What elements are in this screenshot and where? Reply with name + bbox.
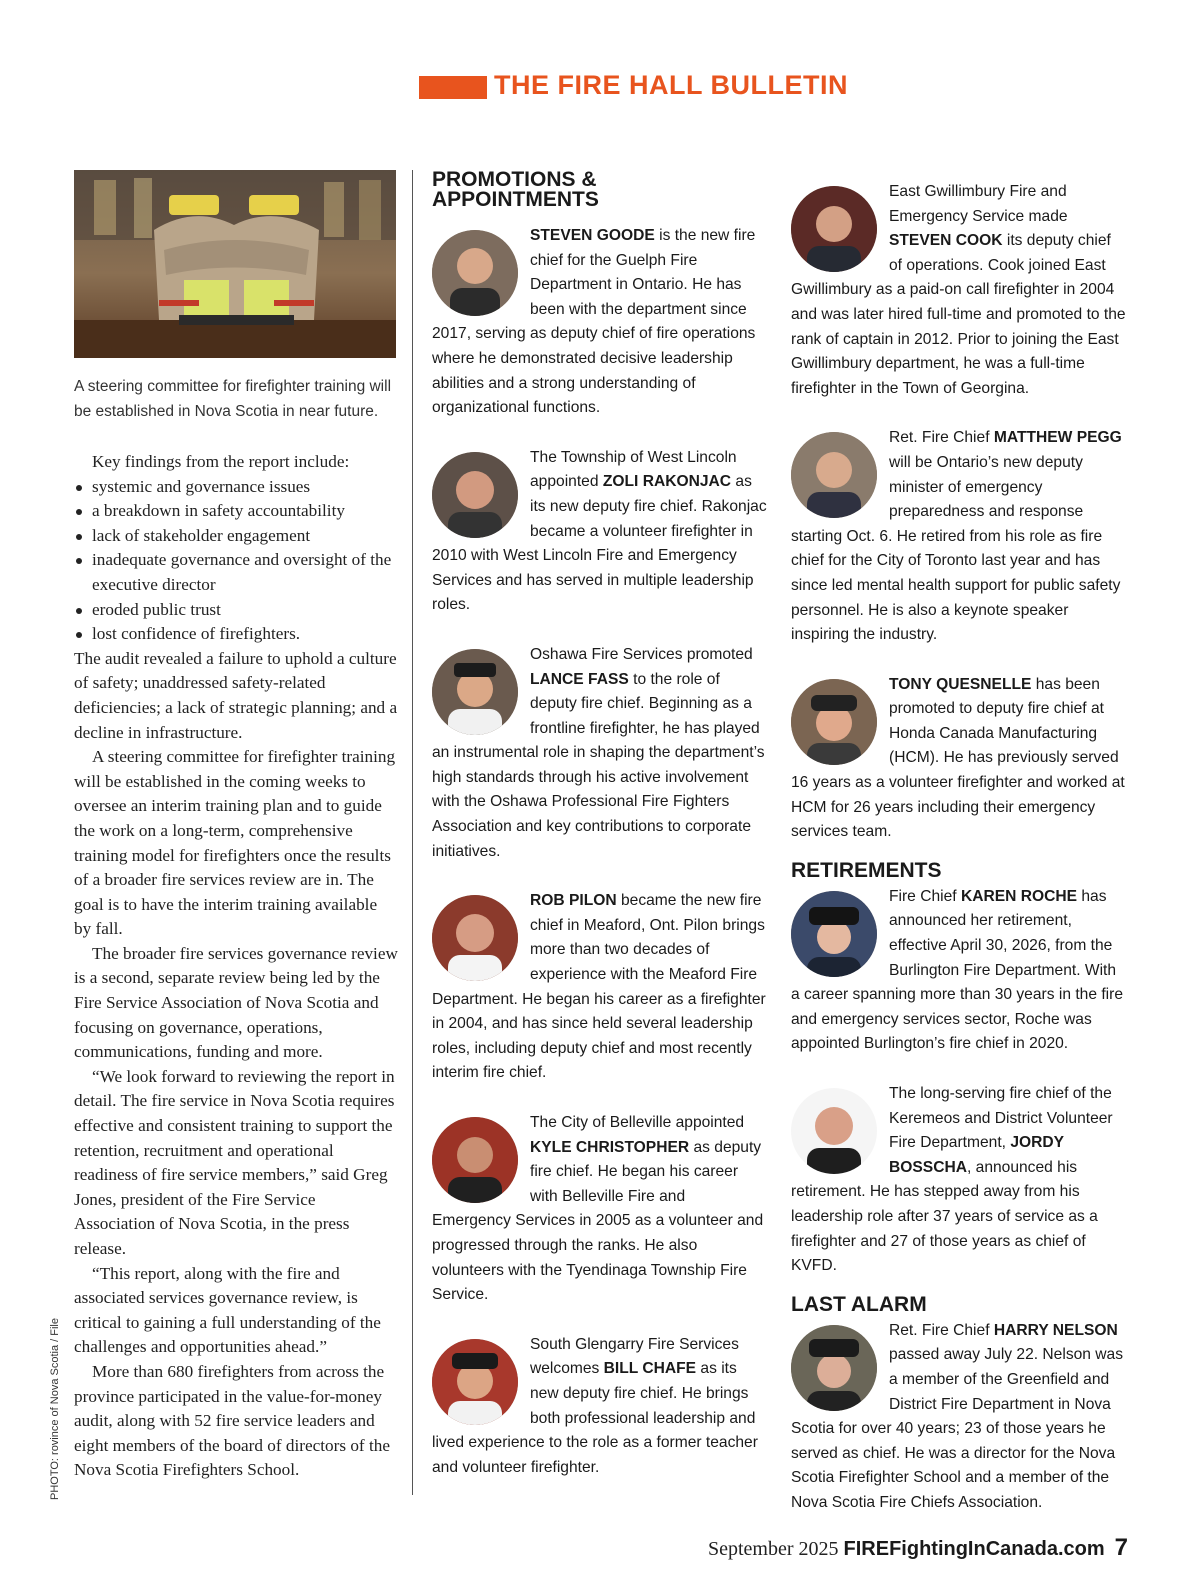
entry-text: became the new fire chief in Meaford, Ont. Pilon brings more than two decades of experience with the Meaford Fire Department. He began his career as a firefighter in 2004, and has since held several leadership roles, including deputy chief and most recently interim fire chief.	[432, 892, 766, 1082]
portrait-photo	[432, 1117, 518, 1203]
person-name: KAREN ROCHE	[960, 887, 1078, 905]
entry-lead-text: The City of Belleville appointed	[530, 1114, 745, 1131]
header-accent-bar	[419, 76, 487, 99]
portrait-photo	[791, 891, 877, 977]
promotion-entry	[432, 1111, 768, 1308]
person-name: TONY QUESNELLE	[889, 675, 1032, 693]
retirement-entry	[791, 885, 1127, 1057]
person-name: LANCE FASS	[530, 670, 629, 688]
promotion-entry	[432, 889, 768, 1086]
promotion-entry	[432, 643, 768, 864]
body-paragraph: “This report, along with the fire and associated services governance review, is critical to gaining a full understanding of the challenges and opportunities ahead.”	[74, 1263, 381, 1357]
portrait-photo	[432, 230, 518, 316]
person-name: STEVEN COOK	[889, 232, 1003, 250]
portrait-photo	[432, 895, 518, 981]
body-paragraph: The broader fire services governance review is a second, separate review being led by the Fire Service Association of Nova Scotia and focusing on governance, operations, communications, funding and more.	[74, 943, 398, 1062]
photo-credit: PHOTO: rovince of Nova Scotia / File	[49, 1318, 61, 1500]
list-item: lost confidence of firefighters.	[74, 622, 398, 647]
entry-lead-text: Ret. Fire Chief	[889, 429, 994, 447]
person-name: HARRY NELSON	[993, 1321, 1118, 1339]
findings-list	[74, 475, 398, 647]
issue-date: September 2025	[707, 1538, 844, 1560]
promotion-entry	[791, 180, 1127, 401]
entry-text: has been promoted to deputy fire chief at Honda Canada Manufacturing (HCM). He has previously served 16 years as a volunteer firefighter and worked at HCM for 26 years including their emergency services team.	[791, 675, 1125, 841]
portrait-photo	[432, 649, 518, 735]
article-body	[74, 450, 398, 1483]
promotions-heading-line2: APPOINTMENTS	[432, 188, 599, 211]
list-item: inadequate governance and oversight of the executive director	[74, 548, 398, 597]
entry-text: will be Ontario’s new deputy minister of emergency preparedness and response starting Oct. 6. He retired from his role as fire chief for the City of Toronto last year and has since led mental health support for public safety personnel. He is also a keynote speaker inspiring the industry.	[791, 453, 1121, 644]
entry-lead-text: South Glengarry Fire Services welcomes	[530, 1335, 739, 1378]
website-link[interactable]: FIREFightingInCanada.com	[843, 1538, 1105, 1560]
entry-text: has announced her retirement, effective April 30, 2026, from the Burlington Fire Department. With a career spanning more than 30 years in the fire and emergency services sector, Roche was appointed Burlington’s fire chief in 2020.	[791, 887, 1123, 1053]
last-alarm-heading: LAST ALARM	[791, 1292, 927, 1316]
entry-text: , announced his retirement. He has stepped away from his leadership role after 37 years of service as a firefighter and 27 of those years as chief of KVFD.	[791, 1158, 1098, 1275]
entry-text: as its new deputy fire chief. Rakonjac became a volunteer firefighter in 2010 with West Lincoln Fire and Emergency Services and has served in multiple leadership roles.	[432, 473, 767, 614]
person-name: JORDY BOSSCHA	[889, 1134, 1064, 1176]
portrait-photo	[791, 1325, 877, 1411]
person-name: ZOLI RAKONJAC	[602, 473, 732, 491]
portrait-photo	[791, 1088, 877, 1174]
entry-text: to the role of deputy fire chief. Beginning as a frontline firefighter, he has played an instrumental role in shaping the department’s high standards through his active involvement with the Oshawa Professional Fire Fighters Association and key contributions to corporate initiatives.	[432, 670, 765, 860]
entry-lead-text: Ret. Fire Chief	[889, 1321, 994, 1339]
body-paragraph: “We look forward to reviewing the report in detail. The fire service in Nova Scotia requires effective and consistent training to support the retention, recruitment and operational readiness of fire service members,” said Greg Jones, president of the Fire Service Association of Nova Scotia, in the press release.	[74, 1066, 395, 1258]
person-name: STEVEN GOODE	[530, 227, 655, 244]
body-paragraph: The audit revealed a failure to uphold a culture of safety; unaddressed safety-related deficiencies; a lack of strategic planning; and a decline in infrastructure.	[74, 648, 398, 742]
entry-lead-text: The long-serving fire chief of the Keremeos and District Volunteer Fire Department,	[889, 1085, 1113, 1152]
promotion-entry	[791, 426, 1127, 647]
portrait-photo	[791, 432, 877, 518]
body-paragraph: More than 680 firefighters from across the province participated in the value-for-money audit, along with 52 fire service leaders and eight members of the board of directors of the Nova Scotia Firefighters School.	[74, 1361, 390, 1480]
last-alarm-entry	[791, 1319, 1127, 1516]
page-footer	[708, 1534, 1128, 1562]
page-number: 7	[1114, 1534, 1128, 1561]
entry-text: its deputy chief of operations. Cook joined East Gwillimbury as a paid-on call firefighter in 2004 and was later hired full-time and promoted to the rank of captain in 2012. Prior to joining the East Gwillimbury department, he was a full-time firefighter in the Town of Georgina.	[791, 232, 1126, 397]
promotions-heading	[432, 170, 768, 210]
list-item: eroded public trust	[74, 598, 398, 623]
entry-text: as deputy fire chief. He began his career with Belleville Fire and Emergency Services in 2005 as a volunteer and progressed through the ranks. He also volunteers with the Tyendinaga Township Fire Service.	[432, 1138, 764, 1304]
promotions-heading-line1: PROMOTIONS &	[432, 168, 597, 191]
right-column	[791, 180, 1127, 1516]
promotion-entry	[791, 673, 1127, 845]
person-name: BILL CHAFE	[603, 1360, 697, 1378]
portrait-photo	[432, 1339, 518, 1425]
person-name: KYLE CHRISTOPHER	[530, 1138, 690, 1156]
list-item: lack of stakeholder engagement	[74, 524, 398, 549]
retirements-heading: RETIREMENTS	[791, 858, 942, 882]
entry-lead-text: Oshawa Fire Services promoted	[530, 645, 753, 663]
portrait-photo	[432, 452, 518, 538]
entry-lead-text: Fire Chief	[889, 887, 961, 905]
findings-intro: Key findings from the report include:	[92, 452, 350, 471]
person-name: MATTHEW PEGG	[993, 429, 1122, 447]
list-item: systemic and governance issues	[74, 475, 398, 500]
promotion-entry	[432, 224, 768, 421]
promotions-column	[432, 170, 768, 1480]
person-name: ROB PILON	[530, 892, 617, 910]
entry-lead-text: East Gwillimbury Fire and Emergency Service made	[889, 183, 1068, 225]
promotion-entry	[432, 446, 768, 618]
photo-caption: A steering committee for firefighter training will be established in Nova Scotia in near future.	[74, 378, 392, 420]
retirement-entry	[791, 1082, 1127, 1279]
portrait-photo	[791, 186, 877, 272]
promotion-entry	[432, 1333, 768, 1481]
list-item: a breakdown in safety accountability	[74, 499, 398, 524]
entry-text: as its new deputy fire chief. He brings both professional leadership and lived experience to the role as a former teacher and volunteer firefighter.	[432, 1360, 758, 1476]
portrait-photo	[791, 679, 877, 765]
entry-text: is the new fire chief for the Guelph Fire Department in Ontario. He has been with the department since 2017, serving as deputy chief of fire operations where he demonstrated decisive leadership abilities and a strong understanding of organizational functions.	[432, 227, 756, 417]
section-title: THE FIRE HALL BULLETIN	[494, 70, 848, 100]
entry-lead-text: The Township of West Lincoln appointed	[530, 448, 737, 491]
body-paragraph: A steering committee for firefighter training will be established in the coming weeks to oversee an interim training plan and to guide the work on a long-term, comprehensive training model for firefighters once the results of a broader fire services review are in. The goal is to have the interim training available by fall.	[74, 747, 396, 939]
entry-text: passed away July 22. Nelson was a member of the Greenfield and District Fire Department in Nova Scotia for over 40 years; 23 of those years he served as chief. He was a director for the Nova Scotia Firefighter School and a member of the Nova Scotia Fire Chiefs Association.	[791, 1346, 1124, 1511]
column-divider	[412, 170, 413, 1495]
turnout-gear-photo	[74, 170, 396, 358]
